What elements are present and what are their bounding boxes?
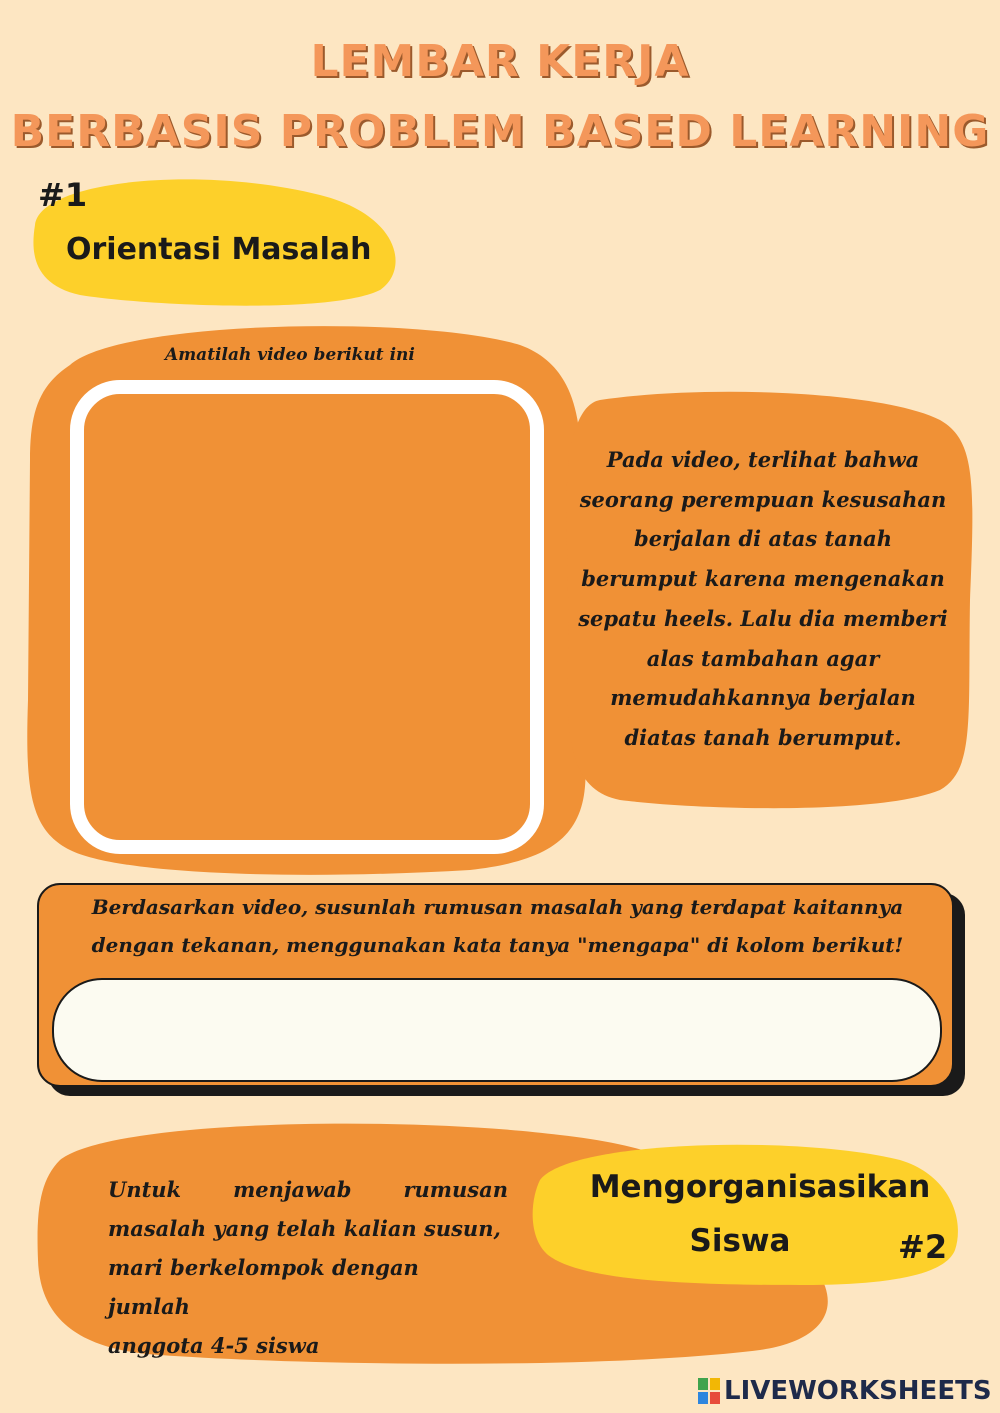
section2-text [108,1170,508,1365]
liveworksheets-logo-icon [698,1378,720,1404]
description-line: alas tambahan agar [646,645,880,671]
section2-text-line4: anggota 4-5 siswa [108,1333,320,1358]
problem-formulation-input[interactable] [52,978,942,1082]
description-line: diatas tanah berumput. [624,724,902,750]
video-instruction: Amatilah video berikut ini [165,345,415,365]
description-line: sepatu heels. Lalu dia memberi [578,605,948,631]
word: Untuk [108,1177,182,1202]
description-line: Pada video, terlihat bahwa [606,447,920,472]
section2-heading-line2: Siswa [689,1223,791,1259]
question-line: Berdasarkan video, susunlah rumusan masalah yang terdapat kaitannya [91,895,904,919]
description-line: memudahkannya berjalan [610,685,916,711]
word: menjawab [233,1177,352,1202]
section2-text-line1 [108,1170,508,1209]
section2-text-line2: masalah yang telah kalian susun, [108,1216,501,1241]
section1-number: #1 [38,176,88,214]
question-prompt [45,888,950,964]
description-line: berjalan di atas tanah [634,526,892,552]
liveworksheets-logo[interactable] [698,1376,992,1406]
page-title-line1: LEMBAR KERJA [310,36,690,87]
video-description [578,440,948,758]
video-player[interactable] [70,380,544,854]
word: rumusan [403,1177,508,1202]
section2-heading-line1: Mengorganisasikan [589,1169,931,1205]
section1-heading: Orientasi Masalah [66,232,372,267]
page-title-line2: BERBASIS PROBLEM BASED LEARNING [10,106,990,157]
question-line: dengan tekanan, menggunakan kata tanya "mengapa" di kolom berikut! [91,933,904,957]
section2-text-line3: mari berkelompok dengan jumlah [108,1255,419,1319]
liveworksheets-logo-text: LIVEWORKSHEETS [724,1376,992,1406]
section2-number: #2 [898,1228,948,1266]
description-line: berumput karena mengenakan [581,566,945,592]
description-line: seorang perempuan kesusahan [579,486,947,512]
